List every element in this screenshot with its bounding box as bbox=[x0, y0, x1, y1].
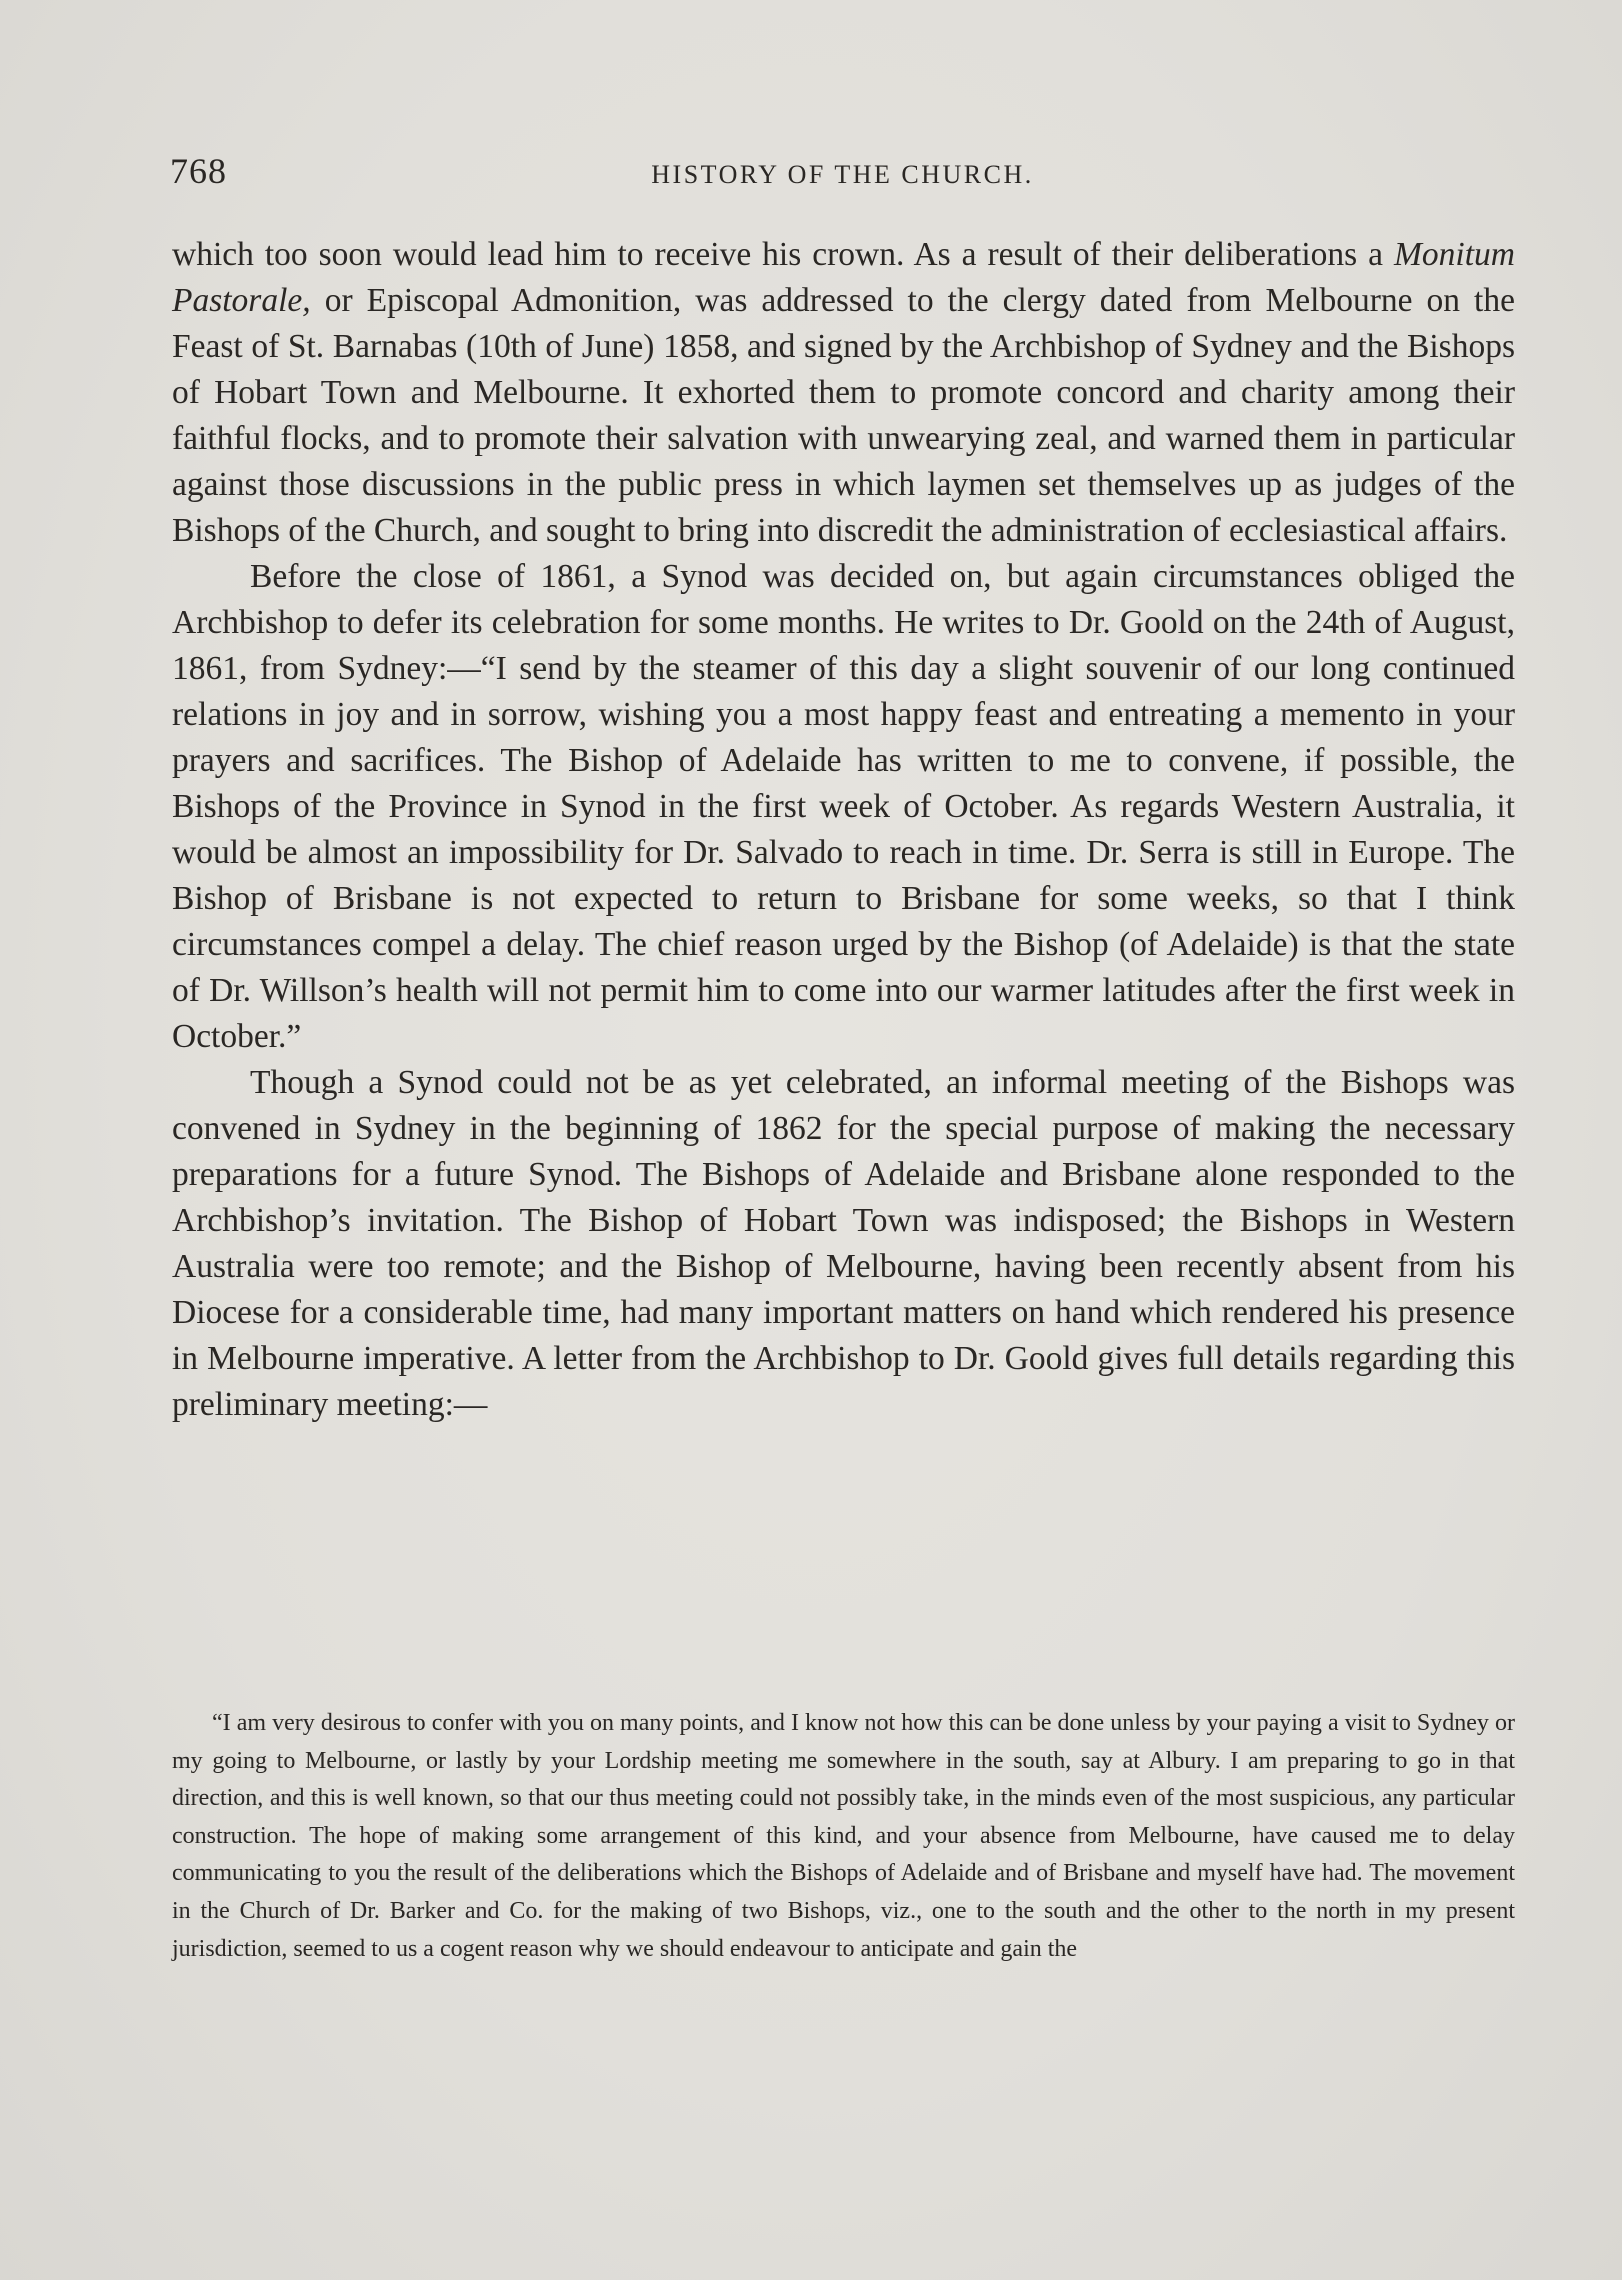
paragraph-2: Before the close of 1861, a Synod was decided on, but again circumstances obliged the Archbishop to defer its celebration for some months. He writes to Dr. Goold on the 24th of August, 1861, from Sydney:—“I send by the steamer of this day a slight souvenir of our long continued relations in joy and in sorrow, wishing you a most happy feast and entreating a memento in your prayers and sacrifices. The Bishop of Adelaide has written to me to convene, if possible, the Bishops of the Province in Synod in the first week of October. As regards Western Australia, it would be almost an impossibility for Dr. Salvado to reach in time. Dr. Serra is still in Europe. The Bishop of Brisbane is not expected to return to Brisbane for some weeks, so that I think circumstances compel a delay. The chief reason urged by the Bishop (of Adelaide) is that the state of Dr. Willson’s health will not permit him to come into our warmer latitudes after the first week in October.” bbox=[172, 558, 1515, 1055]
running-head: HISTORY OF THE CHURCH. bbox=[651, 160, 1034, 189]
body-text bbox=[172, 232, 1515, 1428]
paragraph-1-text-after: or Episcopal Admonition, was addressed to the clergy dated from Melbourne on the Feast of St. Barnabas (10th of June) 1858, and signed by the Archbishop of Sydney and the Bishops of Hobart Town and Melbourne. It exhorted them to promote concord and charity among their faithful flocks, and to promote their salvation with unwearying zeal, and warned them in particular against those discussions in the public press in which laymen set themselves up as judges of the Bishops of the Church, and sought to bring into discredit the administration of ecclesiastical affairs. bbox=[172, 282, 1515, 549]
paragraph-1-text-before: which too soon would lead him to receive his crown. As a result of their deliberations a bbox=[172, 236, 1395, 273]
page-header bbox=[170, 150, 1515, 200]
page-number: 768 bbox=[170, 151, 227, 191]
letter-quote: “I am very desirous to confer with you on many points, and I know not how this can be done unless by your paying a visit to Sydney or my going to Melbourne, or lastly by your Lordship meeting me somewhere in the south, say at Albury. I am preparing to go in that direction, and this is well known, so that our thus meeting could not possibly take, in the minds even of the most suspicious, any particular construction. The hope of making some arrangement of this kind, and your absence from Melbourne, have caused me to delay communicating to you the result of the deliberations which the Bishops of Adelaide and of Brisbane and myself have had. The movement in the Church of Dr. Barker and Co. for the making of two Bishops, viz., one to the south and the other to the north in my present jurisdiction, seemed to us a cogent reason why we should endeavour to anticipate and gain the bbox=[172, 1710, 1515, 1962]
monitum-pastorale-italic: Monitum Pastorale, bbox=[172, 236, 1515, 319]
paragraph-1 bbox=[172, 232, 1515, 554]
paragraph-3: Though a Synod could not be as yet celebrated, an informal meeting of the Bishops was convened in Sydney in the beginning of 1862 for the special purpose of making the necessary preparations for a future Synod. The Bishops of Adelaide and Brisbane alone responded to the Archbishop’s invitation. The Bishop of Hobart Town was indisposed; the Bishops in Western Australia were too remote; and the Bishop of Melbourne, having been recently absent from his Diocese for a considerable time, had many important matters on hand which rendered his presence in Melbourne imperative. A letter from the Archbishop to Dr. Goold gives full details regarding this preliminary meeting:— bbox=[172, 1064, 1515, 1423]
